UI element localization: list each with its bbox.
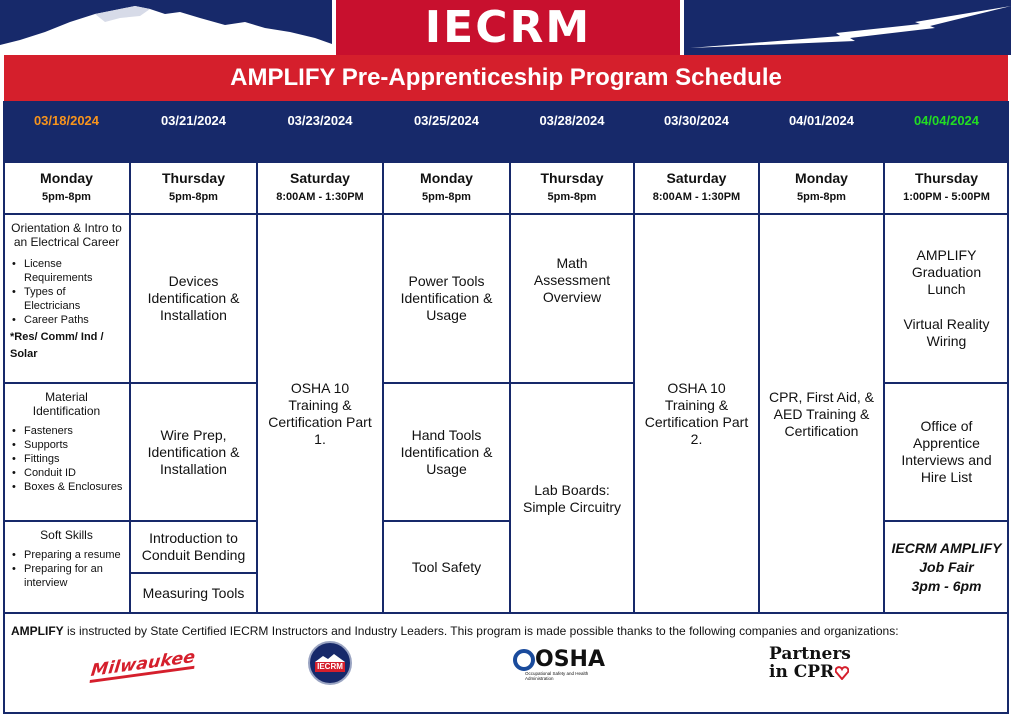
job-fair-text: IECRM AMPLIFY Job Fair [891,540,1002,575]
office-text: Office of Apprentice Interviews and Hire List [901,418,992,485]
list-item: • Preparing for an interview [20,562,123,590]
office-cell [884,383,1009,521]
lightning-graphic [690,0,1011,55]
vr-wiring-text: Virtual Reality Wiring [903,316,990,349]
col-header [634,161,759,214]
list-item: • Fittings [20,452,122,466]
time-label: 5pm-8pm [547,190,597,203]
osha-part1-cell [257,214,383,614]
osha-part2-text: OSHA 10 Training & Certification Part 2. [644,380,749,447]
header-banner [0,0,1011,55]
list-item: • Fasteners [20,424,122,438]
time-label: 5pm-8pm [42,190,91,203]
day-label: Monday [420,169,473,186]
math-cell [510,214,634,383]
list-item: • License Requirements [20,257,123,285]
time-label: 1:00PM - 5:00PM [903,190,990,203]
col-header [130,161,257,214]
list-item: • Boxes & Enclosures [20,480,122,494]
osha-part2-cell [634,214,759,614]
col-header [257,161,383,214]
date-5: 03/28/2024 [539,113,605,128]
day-label: Thursday [161,169,225,186]
badge-mountains-icon [315,654,345,662]
material-heading: Material Identification [32,390,101,418]
devices-text: Devices Identification & Installation [147,273,240,323]
wireprep-text: Wire Prep, Identification & Installation [147,426,240,477]
devices-cell [130,214,257,383]
math-text: Math Assessment Overview [533,255,611,305]
list-item: • Preparing a resume [20,548,123,562]
day-label: Monday [40,169,93,186]
date-3: 03/23/2024 [287,113,353,128]
graduation-text: AMPLIFY Graduation Lunch [911,247,982,297]
time-label: 8:00AM - 1:30PM [276,190,364,203]
orientation-list [10,257,123,327]
material-cell [3,383,130,521]
footer-rest: is instructed by State Certified IECRM Instructors and Industry Leaders. This program is made possible thanks to the following companies and organizations: [63,624,899,638]
iecrm-badge-logo [308,641,352,685]
time-label: 5pm-8pm [169,190,218,203]
date-7: 04/01/2024 [788,113,855,128]
time-label: 5pm-8pm [422,190,471,203]
partners-line1: Partners [769,644,851,664]
osha-logo [513,644,605,686]
partners-line2: in CPR [769,662,835,682]
footer-amplify: AMPLIFY [11,624,64,638]
job-fair-cell [884,521,1009,614]
date-6: 03/30/2024 [663,113,730,128]
date-bar [3,101,1009,161]
osha-logo-text: OSHA [535,647,605,672]
day-label: Monday [795,169,848,186]
footer [3,614,1009,714]
power-tools-text: Power Tools Identification & Usage [400,273,493,323]
day-label: Saturday [290,169,350,186]
date-8: 04/04/2024 [913,113,980,128]
time-label: 8:00AM - 1:30PM [652,190,741,203]
iecrm-badge-text: IECRM [317,662,343,671]
job-fair-time: 3pm - 6pm [911,578,982,594]
soft-skills-heading: Soft Skills [40,528,93,542]
soft-skills-cell [3,521,130,614]
lab-boards-cell [510,383,634,614]
conduit-text: Introduction to Conduit Bending [141,530,246,563]
mountains-graphic [0,0,332,55]
orientation-heading: Orientation & Intro to an Electrical Career [11,221,122,249]
cpr-text: CPR, First Aid, & AED Training & Certification [768,388,875,439]
tool-safety-text: Tool Safety [411,559,482,575]
footer-text [11,624,899,638]
partners-in-cpr-logo [769,644,863,684]
list-item: • Types of Electricians [20,285,123,313]
logo-text: IECRM [424,1,592,53]
date-4: 03/25/2024 [413,113,480,128]
heart-icon [835,666,849,680]
milwaukee-logo-text: Milwaukee [90,646,197,681]
tool-safety-cell [383,521,510,614]
iecrm-logo [332,0,684,55]
power-tools-cell [383,214,510,383]
col-header [383,161,510,214]
col-header [759,161,884,214]
measuring-cell [130,573,257,614]
orientation-cell [3,214,130,383]
page-title: AMPLIFY Pre-Apprenticeship Program Schedule [4,55,1008,101]
list-item: • Conduit ID [20,466,122,480]
lab-boards-text: Lab Boards: Simple Circuitry [522,481,621,515]
time-label: 5pm-8pm [797,190,846,203]
wireprep-cell [130,383,257,521]
date-1: 03/18/2024 [33,113,100,128]
col-header [510,161,634,214]
hand-tools-cell [383,383,510,521]
osha-part1-text: OSHA 10 Training & Certification Part 1. [268,380,372,447]
soft-skills-list [10,548,123,590]
measuring-text: Measuring Tools [142,585,245,601]
day-label: Saturday [666,169,727,186]
date-2: 03/21/2024 [160,113,227,128]
osha-subtitle: Occupational Safety and Health Administration [525,671,589,681]
list-item: • Career Paths [20,313,123,327]
list-item: • Supports [20,438,122,452]
orientation-note: *Res/ Comm/ Ind / Solar [10,331,104,360]
hand-tools-text: Hand Tools Identification & Usage [400,426,493,477]
graduation-cell [884,214,1009,383]
col-header [3,161,130,214]
osha-globe-icon [513,649,535,671]
day-label: Thursday [914,169,978,186]
day-label: Thursday [540,169,604,186]
conduit-cell [130,521,257,573]
col-header [884,161,1009,214]
material-list [10,424,122,494]
cpr-cell [759,214,884,614]
milwaukee-logo [90,646,197,682]
